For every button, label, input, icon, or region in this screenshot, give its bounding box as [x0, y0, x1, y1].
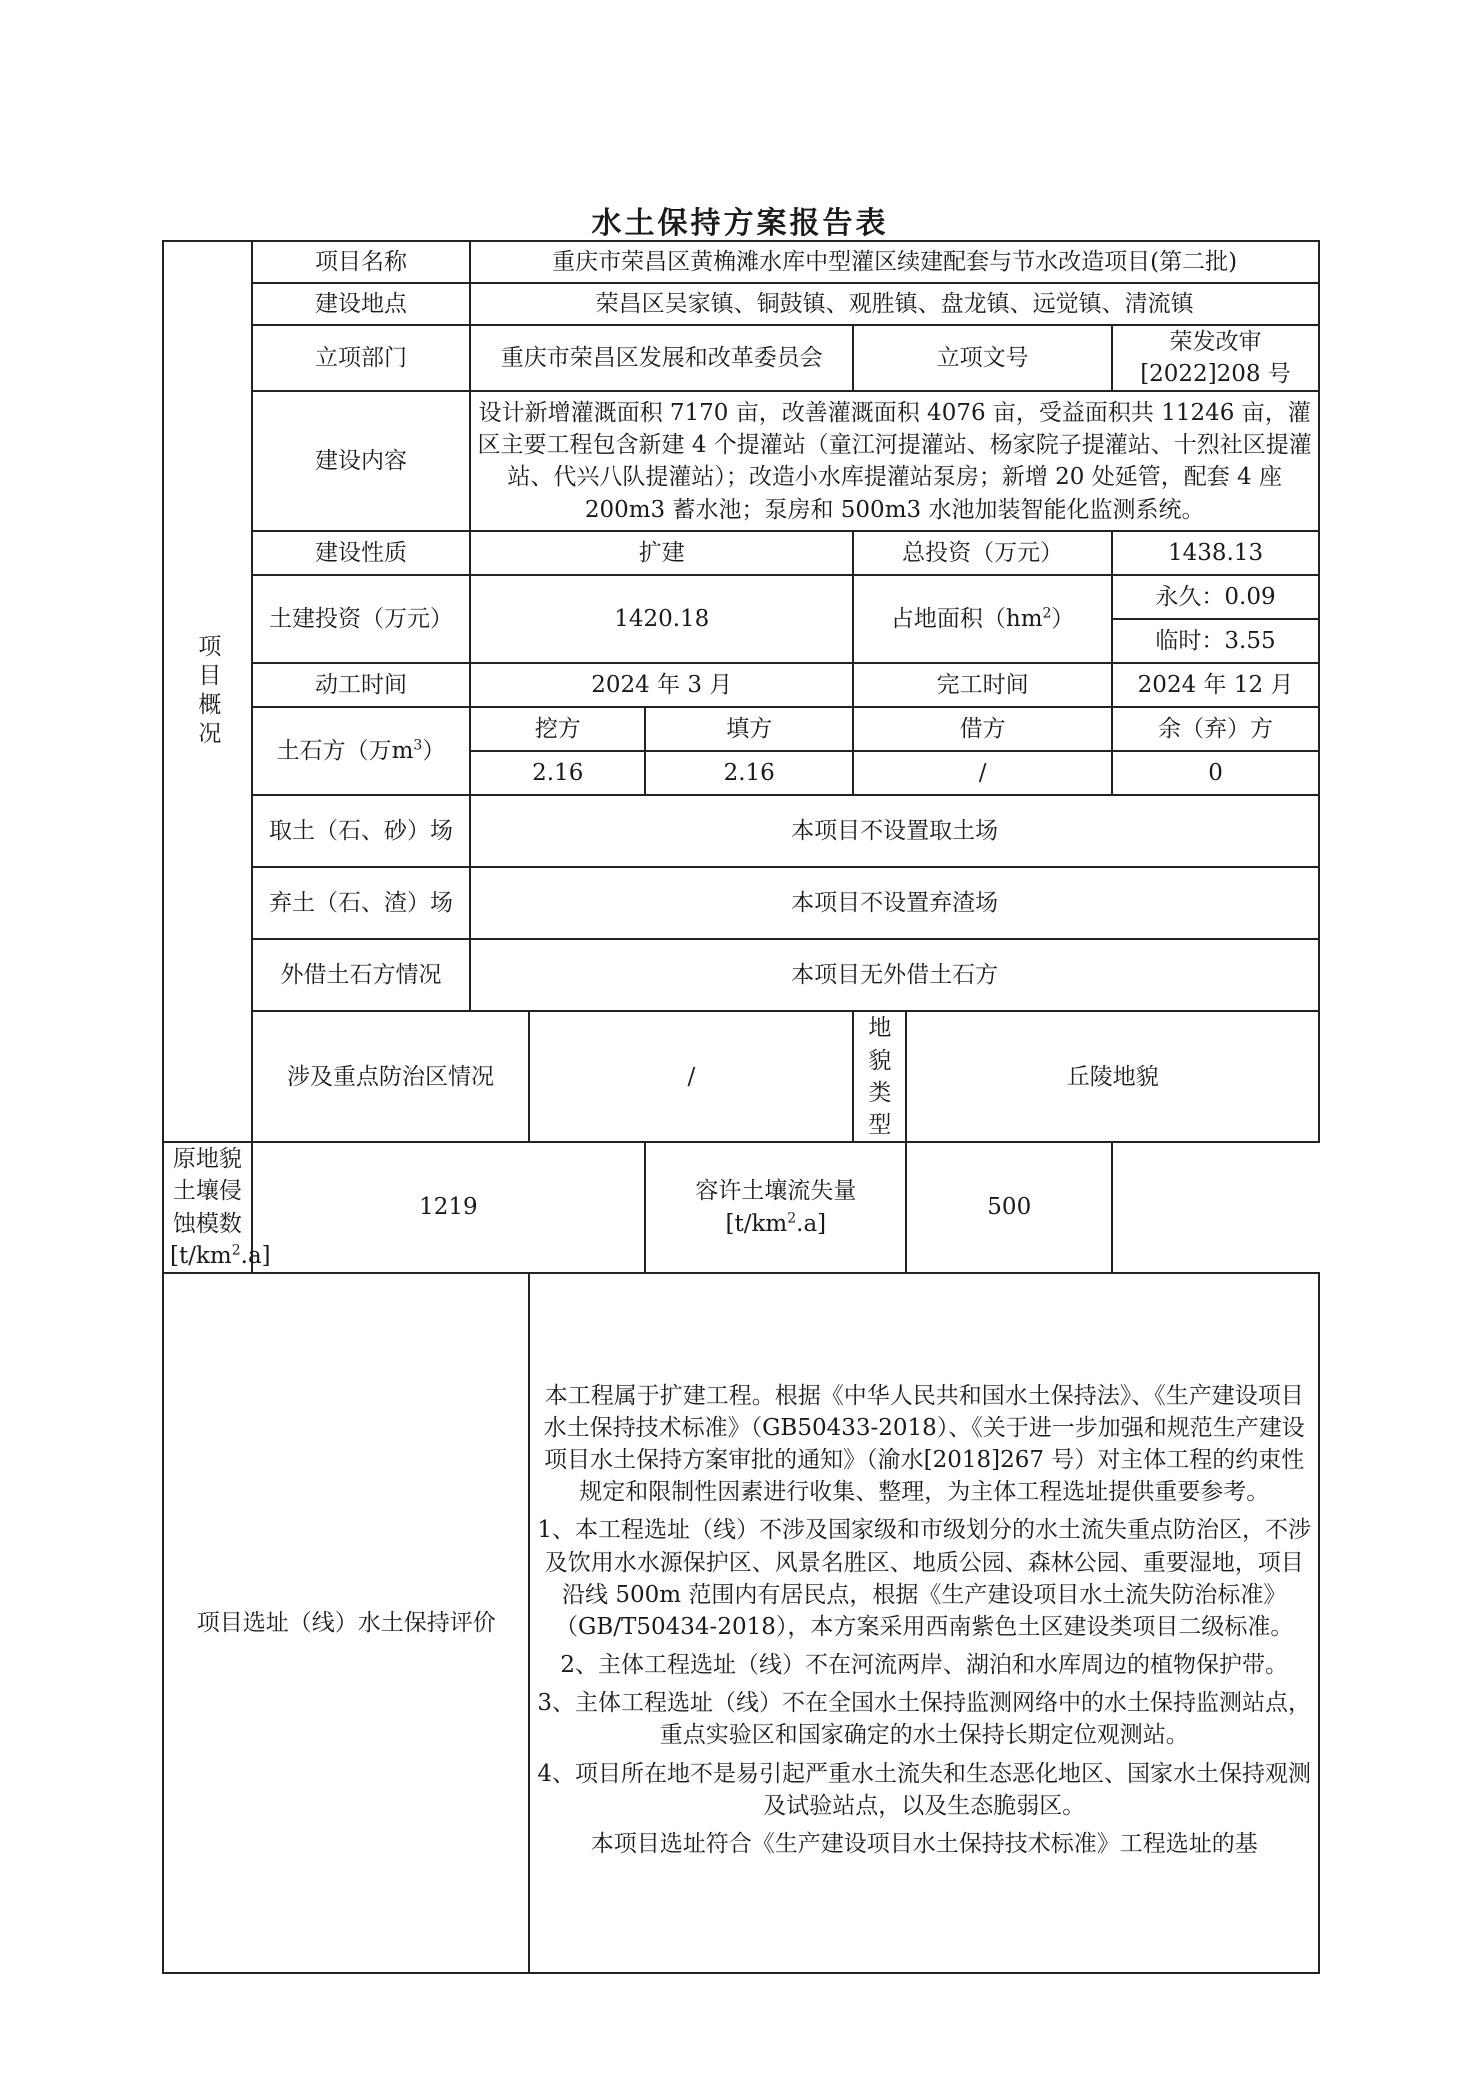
spoil-site-value: 本项目不设置弃渣场 — [470, 867, 1319, 939]
nature-label: 建设性质 — [252, 531, 471, 575]
external-earth-value: 本项目无外借土石方 — [470, 939, 1319, 1011]
landform-label: 地貌类型 — [853, 1011, 906, 1142]
surplus-label: 余（弃）方 — [1112, 707, 1319, 751]
project-name-label: 项目名称 — [252, 241, 471, 283]
surplus-value: 0 — [1112, 751, 1319, 795]
borrow-site-value: 本项目不设置取土场 — [470, 795, 1319, 867]
document-title: 水土保持方案报告表 — [591, 206, 889, 241]
erosion-label: 原地貌土壤侵蚀模数$[t/km^2.a]$ — [163, 1142, 252, 1273]
evaluation-paragraph: 本工程属于扩建工程。根据《中华人民共和国水土保持法》、《生产建设项目水土保持技术标准》（GB50433-2018）、《关于进一步加强和规范生产建设项目水土保持方案审批的通知》（渝水[2018]267 号）对主体工程的约束性规定和限制性因素进行收集、整理，为主体工程选址提供重要参考。 — [543, 1382, 1305, 1506]
site-evaluation-label: 项目选址（线）水土保持评价 — [163, 1273, 529, 1973]
key-zone-label: 涉及重点防治区情况 — [252, 1011, 530, 1142]
approval-no-value: 荣发改审[2022]208 号 — [1112, 325, 1319, 391]
allowable-loss-value: 500 — [906, 1142, 1112, 1273]
report-table — [162, 240, 1320, 1974]
fill-value: 2.16 — [645, 751, 853, 795]
nature-value: 扩建 — [470, 531, 853, 575]
cut-label: 挖方 — [470, 707, 645, 751]
landform-value: 丘陵地貌 — [906, 1011, 1319, 1142]
location-value: 荣昌区吴家镇、铜鼓镇、观胜镇、盘龙镇、远觉镇、清流镇 — [470, 283, 1319, 325]
civil-investment-label: 土建投资（万元） — [252, 575, 471, 663]
overview-label: 项目概况 — [163, 241, 252, 1142]
end-time-label: 完工时间 — [853, 663, 1112, 707]
total-investment-value: 1438.13 — [1112, 531, 1319, 575]
spoil-site-label: 弃土（石、渣）场 — [252, 867, 471, 939]
temporary-area: 临时：3.55 — [1112, 619, 1319, 663]
content-label: 建设内容 — [252, 391, 471, 531]
earthwork-label: 土石方（万$m^3$） — [252, 707, 471, 795]
key-zone-value: / — [529, 1011, 853, 1142]
borrow-site-label: 取土（石、砂）场 — [252, 795, 471, 867]
start-time-label: 动工时间 — [252, 663, 471, 707]
evaluation-paragraph: 3、主体工程选址（线）不在全国水土保持监测网络中的水土保持监测站点，重点实验区和国家确定的水土保持长期定位观测站。 — [537, 1690, 1312, 1749]
fill-label: 填方 — [645, 707, 853, 751]
total-investment-label: 总投资（万元） — [853, 531, 1112, 575]
content-value: 设计新增灌溉面积 7170 亩，改善灌溉面积 4076 亩，受益面积共 11246 亩，灌区主要工程包含新建 4 个提灌站（童江河提灌站、杨家院子提灌站、十烈社区提灌站、代兴八队提灌站）；改造小水库提灌站泵房；新增 20 处延管，配套 4 座 200m3 蓄水池；泵房和 500m3 水池加装智能化监测系统。 — [470, 391, 1319, 531]
cut-value: 2.16 — [470, 751, 645, 795]
evaluation-paragraph: 4、项目所在地不是易引起严重水土流失和生态恶化地区、国家水土保持观测及试验站点，以及生态脆弱区。 — [537, 1760, 1312, 1819]
erosion-value: 1219 — [252, 1142, 646, 1273]
dept-value: 重庆市荣昌区发展和改革委员会 — [470, 325, 853, 391]
land-area-label: 占地面积$(hm^2)$ — [853, 575, 1112, 663]
evaluation-paragraph: 1、本工程选址（线）不涉及国家级和市级划分的水土流失重点防治区，不涉及饮用水水源保护区、风景名胜区、地质公园、森林公园、重要湿地，项目沿线 500m 范围内有居民点，根据《生产建设项目水土流失防治标准》（GB/T50434-2018），本方案采用西南紫色土区建设类项目二级标准。 — [537, 1517, 1312, 1640]
start-time-value: 2024 年 3 月 — [470, 663, 853, 707]
borrow-value: / — [853, 751, 1112, 795]
evaluation-paragraph: 本项目选址符合《生产建设项目水土保持技术标准》工程选址的基 — [590, 1831, 1258, 1857]
location-label: 建设地点 — [252, 283, 471, 325]
approval-no-label: 立项文号 — [853, 325, 1112, 391]
external-earth-label: 外借土石方情况 — [252, 939, 471, 1011]
end-time-value: 2024 年 12 月 — [1112, 663, 1319, 707]
allowable-loss-label: 容许土壤流失量$[t/km^2.a]$ — [645, 1142, 906, 1273]
evaluation-paragraph: 2、主体工程选址（线）不在河流两岸、湖泊和水库周边的植物保护带。 — [560, 1652, 1289, 1679]
borrow-label: 借方 — [853, 707, 1112, 751]
project-name-value: 重庆市荣昌区黄桷滩水库中型灌区续建配套与节水改造项目(第二批) — [470, 241, 1319, 283]
dept-label: 立项部门 — [252, 325, 471, 391]
site-evaluation-content — [529, 1273, 1319, 1973]
permanent-area: 永久：0.09 — [1112, 575, 1319, 619]
civil-investment-value: 1420.18 — [470, 575, 853, 663]
